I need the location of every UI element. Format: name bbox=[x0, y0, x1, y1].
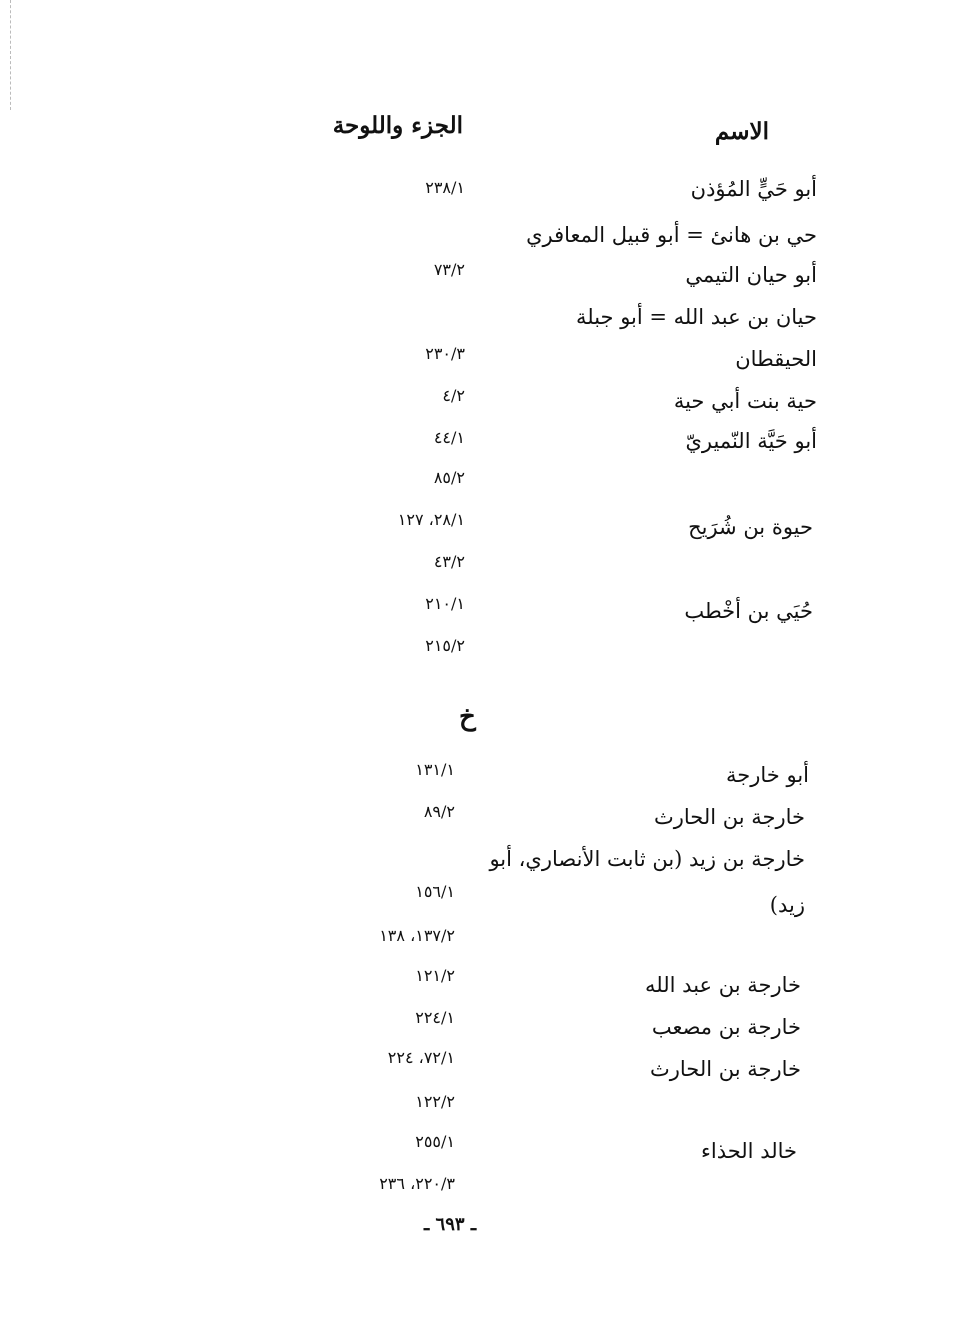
entry-ref: ١٥٦/١ bbox=[415, 882, 455, 901]
entry-name: أبو حَيٍّ المُؤذن bbox=[690, 177, 817, 201]
entry-name: الحيقطان bbox=[735, 347, 817, 371]
entry-ref: ٧٢/١، ٢٢٤ bbox=[387, 1048, 455, 1067]
entry-ref: ٢٢٠/٣، ٢٣٦ bbox=[379, 1174, 455, 1193]
entry-ref: ١٣٧/٢، ١٣٨ bbox=[379, 926, 455, 945]
scan-margin-line bbox=[10, 0, 12, 110]
entry-ref: ٢٣٨/١ bbox=[425, 178, 465, 197]
entry-ref: ٤٣/٢ bbox=[433, 552, 465, 571]
entry-name: خارجة بن عبد الله bbox=[645, 973, 801, 997]
entry-ref: ٢٥٥/١ bbox=[415, 1132, 455, 1151]
entry-ref: ١٣١/١ bbox=[415, 760, 455, 779]
page-number: ـ ٦٩٣ ـ bbox=[424, 1214, 477, 1235]
entry-name: أبو خارجة bbox=[726, 763, 809, 787]
entry-name: أبو حَيَّة النّميريّ bbox=[685, 429, 817, 453]
entry-name: خارجة بن الحارث bbox=[649, 1057, 801, 1081]
entry-name: حية بنت أبي حية bbox=[673, 389, 817, 413]
entry-name: حيوة بن شُرَيح bbox=[688, 515, 813, 539]
entry-ref: ٨٩/٢ bbox=[423, 802, 455, 821]
entry-name: أبو حيان التيمي bbox=[685, 263, 817, 287]
entry-ref: ٢١٠/١ bbox=[425, 594, 465, 613]
entry-ref: ١٢٢/٢ bbox=[415, 1092, 455, 1111]
entry-ref: ٢٣٠/٣ bbox=[425, 344, 465, 363]
entry-ref: ٨٥/٢ bbox=[433, 468, 465, 487]
column-header-reference: الجزء واللوحة bbox=[332, 112, 463, 139]
entry-name: خالد الحذاء bbox=[701, 1139, 797, 1163]
entry-name: خارجة بن الحارث bbox=[653, 805, 805, 829]
entry-name: زيد) bbox=[769, 893, 805, 917]
column-header-name: الاسم bbox=[714, 118, 769, 145]
entry-ref: ٢٨/١، ١٢٧ bbox=[397, 510, 465, 529]
entry-name: حيان بن عبد الله = أبو جبلة bbox=[575, 305, 817, 329]
entry-ref: ٢١٥/٢ bbox=[425, 636, 465, 655]
entry-name: حُيَي بن أخْطب bbox=[684, 599, 813, 623]
entry-ref: ٤٤/١ bbox=[433, 428, 465, 447]
entry-name: حي بن هانئ = أبو قبيل المعافري bbox=[526, 223, 817, 247]
entry-ref: ١٢١/٢ bbox=[415, 966, 455, 985]
section-letter: خ bbox=[459, 702, 476, 732]
entry-ref: ٢٢٤/١ bbox=[415, 1008, 455, 1027]
entry-name: خارجة بن زيد (بن ثابت الأنصاري، أبو bbox=[489, 847, 805, 871]
entry-ref: ٤/٢ bbox=[442, 386, 465, 405]
entry-name: خارجة بن مصعب bbox=[651, 1015, 801, 1039]
entry-ref: ٧٣/٢ bbox=[433, 260, 465, 279]
